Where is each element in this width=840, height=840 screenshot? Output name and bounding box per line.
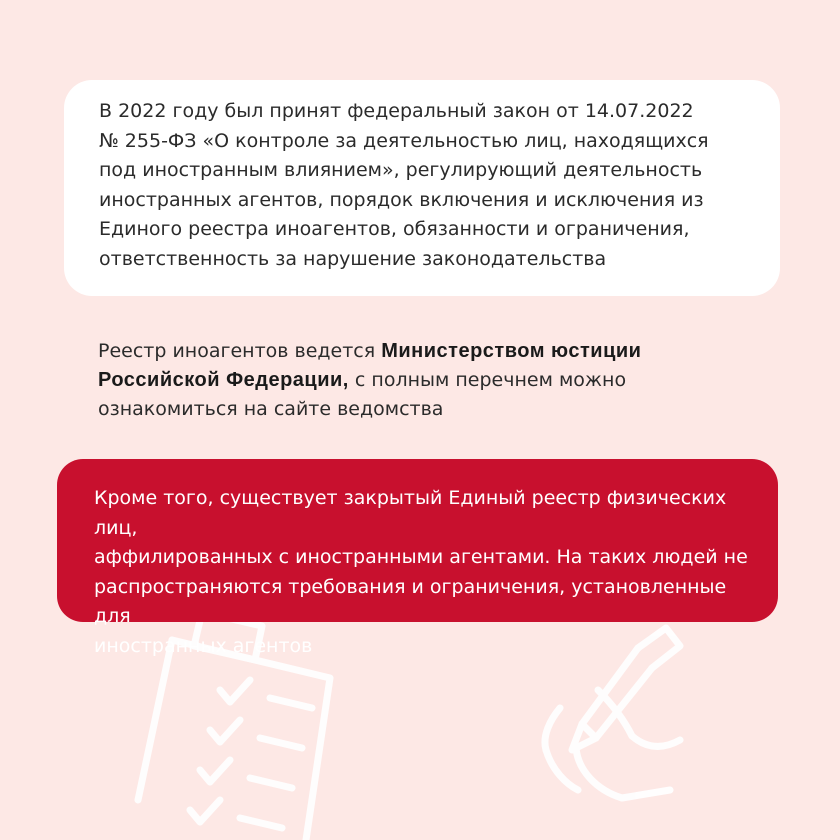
law-info-text: В 2022 году был принят федеральный закон от 14.07.2022 № 255-ФЗ «О контроле за деятельностью лиц, находящихся под иностранным влиянием», регулирующий деятельность иностранных агентов, порядок включения и исключения из Единого реестра иноагентов, обязанности и ограничения, ответственность за нарушение законодательства (99, 100, 709, 270)
ministry-name-part2: Российской Федерации, (98, 369, 349, 391)
registry-line-3: ознакомиться на сайте ведомства (98, 398, 444, 420)
registry-info (98, 337, 788, 424)
law-info-card (64, 80, 780, 296)
registry-line-2 (98, 366, 788, 395)
registry-line-1 (98, 337, 788, 366)
registry-prefix: Реестр иноагентов ведется (98, 340, 382, 362)
affiliated-registry-text: Кроме того, существует закрытый Единый реестр физических лиц, аффилированных с иностранными агентами. На таких людей не распространяются требования и ограничения, установленные для иностранных агентов (94, 487, 748, 657)
registry-suffix: с полным перечнем можно (348, 369, 627, 391)
ministry-name-part1: Министерством юстиции (381, 340, 642, 362)
affiliated-registry-card (57, 459, 778, 657)
